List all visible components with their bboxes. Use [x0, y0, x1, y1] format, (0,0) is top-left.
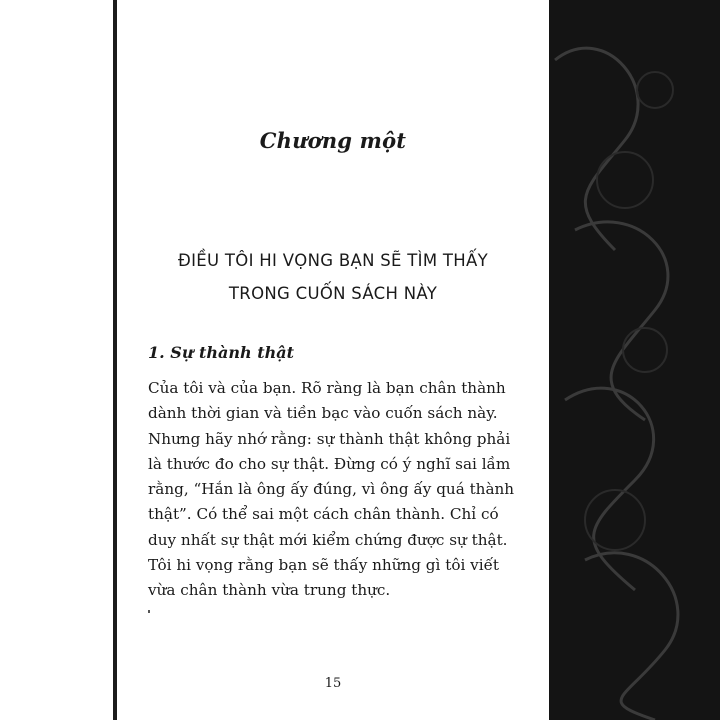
chapter-title-line: TRONG CUỐN SÁCH NÀY [228, 284, 438, 303]
text-line: là thước đo cho sự thật. Đừng có ý nghĩ sai lầm [148, 454, 511, 473]
text-line: Tôi hi vọng rằng bạn sẽ thấy những gì tôi viết [148, 556, 500, 575]
book-page [113, 0, 549, 720]
text-line: vừa chân thành vừa trung thực. [148, 581, 391, 600]
text-line: thật”. Có thể sai một cách chân thành. Chỉ có [148, 505, 499, 524]
text-line: dành thời gian và tiền bạc vào cuốn sách này. [148, 404, 498, 423]
chapter-title-line: ĐIỀU TÔI HI VỌNG BẠN SẼ TÌM THẤY [178, 251, 488, 270]
text-line: Nhưng hãy nhớ rằng: sự thành thật không phải [148, 429, 511, 448]
chapter-title [117, 244, 549, 310]
ornamental-swirl-pattern [545, 0, 720, 720]
text-line: duy nhất sự thật mới kiểm chứng được sự thật. [148, 530, 508, 549]
text-line: Của tôi và của bạn. Rõ ràng là bạn chân thành [148, 379, 506, 397]
section-heading: 1. Sự thành thật [148, 343, 295, 362]
text-line: rằng, “Hắn là ông ấy đúng, vì ông ấy quá thành [148, 480, 515, 499]
page-number: 15 [324, 676, 342, 691]
scan-speck [148, 610, 150, 613]
body-paragraph [148, 376, 538, 604]
chapter-heading: Chương một [259, 128, 407, 153]
